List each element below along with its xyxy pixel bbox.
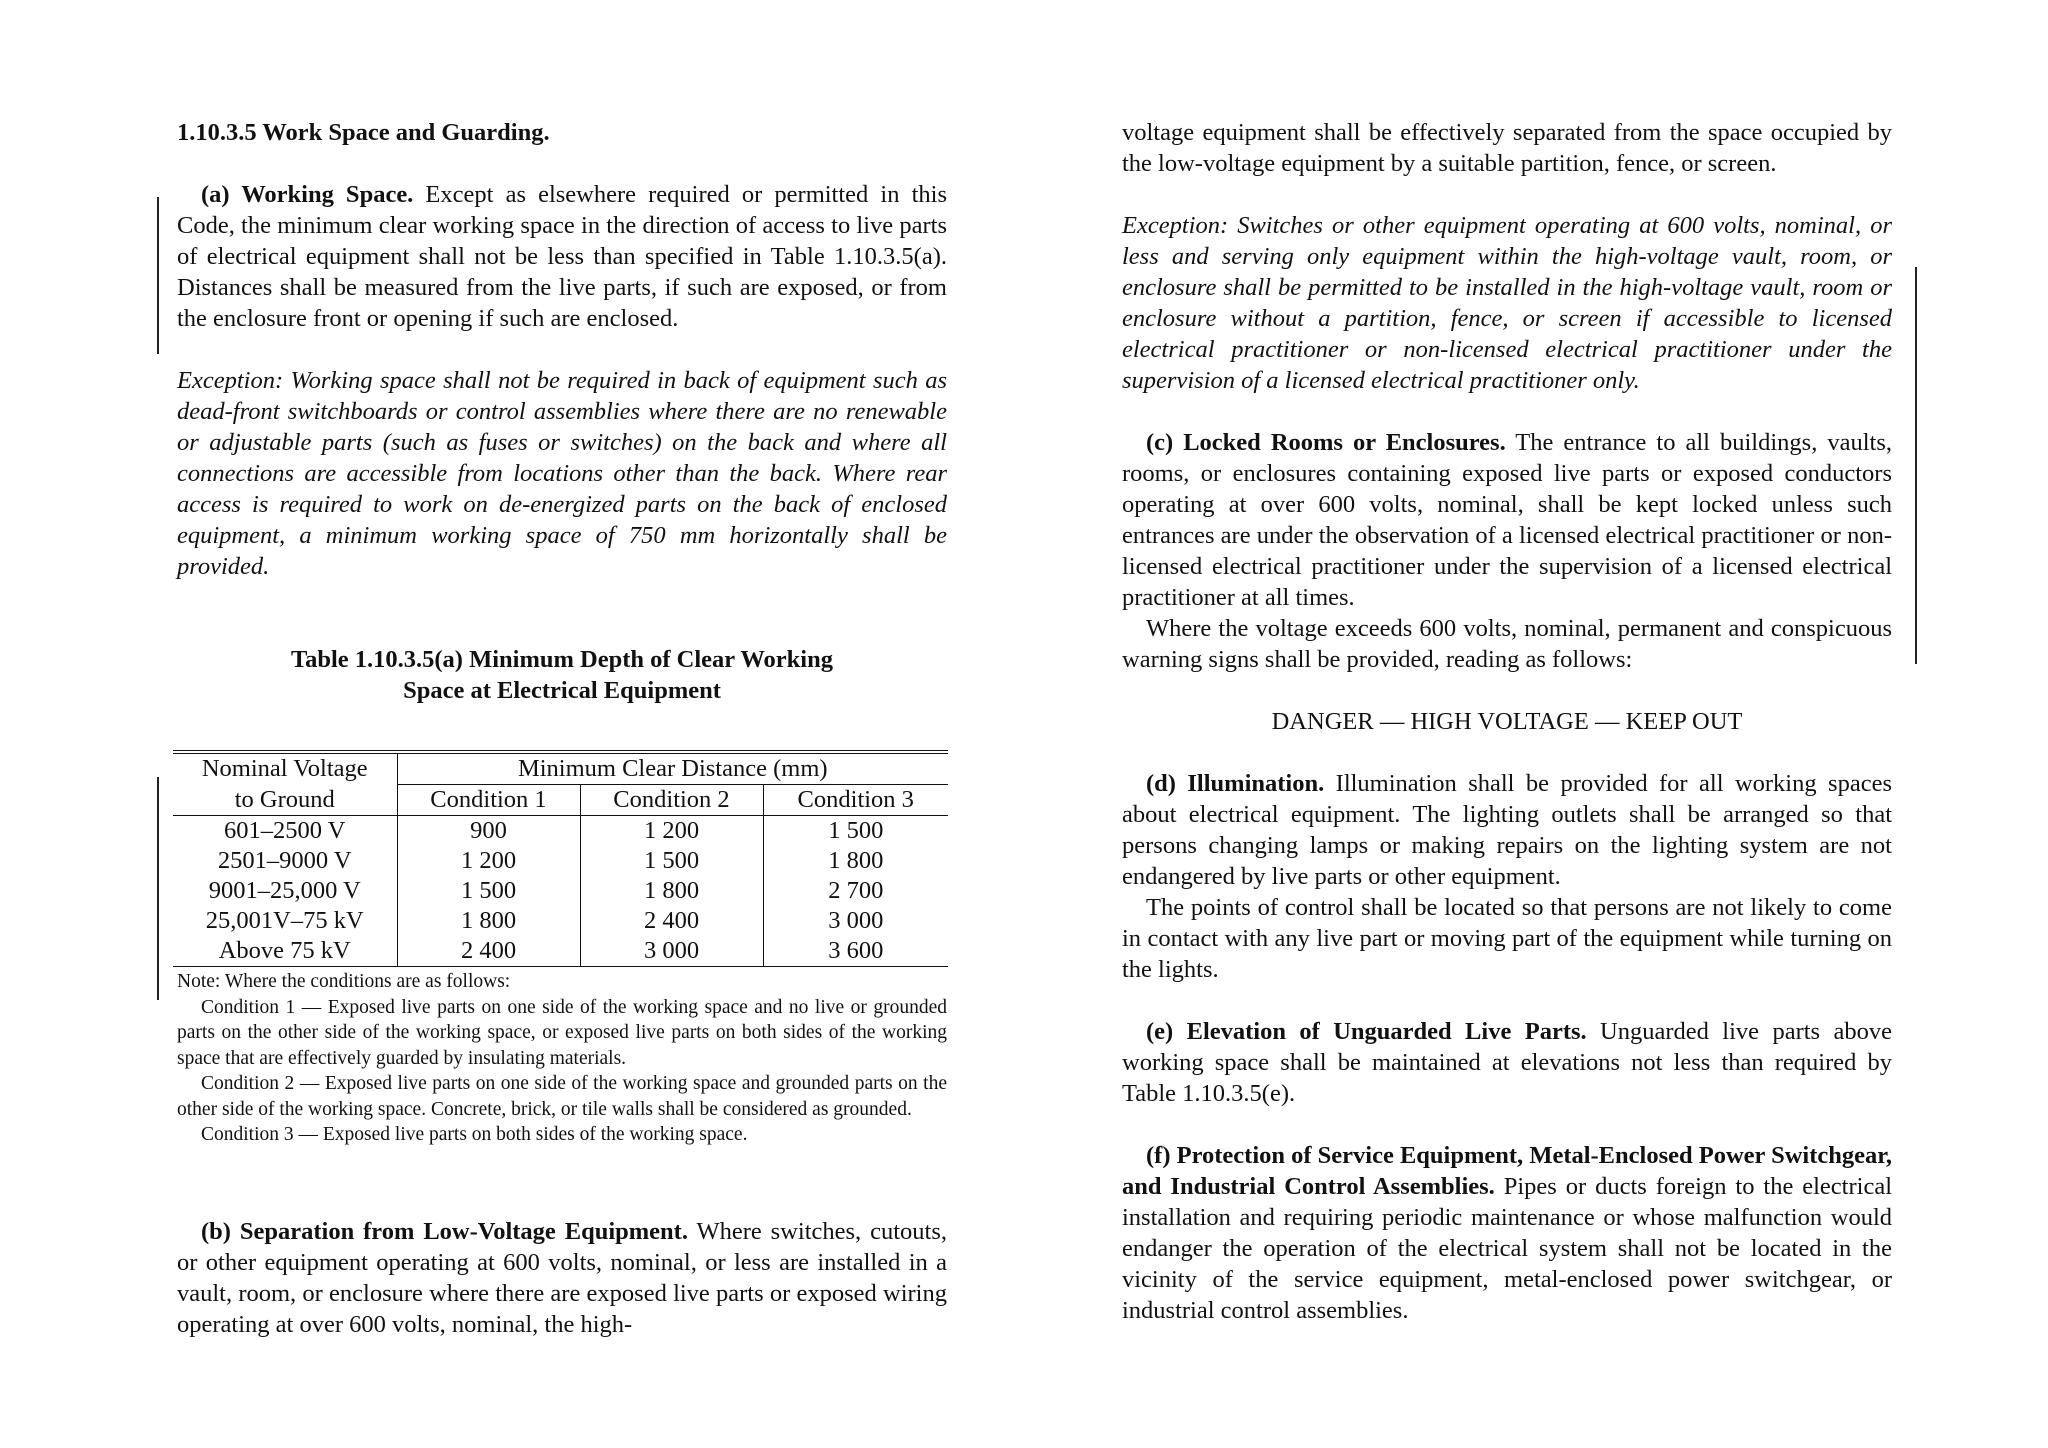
note-condition-2: Condition 2 — Exposed live parts on one side of the working space and grounded parts on the other side of the working space. Concrete, brick, or tile walls shall be considered as grounded. — [177, 1073, 947, 1120]
paragraph-b — [177, 1216, 947, 1340]
exception-a: Exception: Working space shall not be required in back of equipment such as dead-front switchboards or control assemblies where there are no renewable or adjustable parts (such as fuses or switches) on the back and where all connections are accessible from locations other than the back. Where rear access is required to work on de-energized parts on the back of enclosed equipment, a minimum working space of 750 mm horizontally shall be provided. — [177, 367, 947, 580]
paragraph-c-text: The entrance to all buildings, vaults, rooms, or enclosures containing exposed live parts or exposed conductors operating at over 600 volts, nominal, shall be kept locked unless such entrances are under the observation of a licensed electrical practitioner or non-licensed electrical practitioner under the supervision of a licensed electrical practitioner at all times. — [1122, 429, 1892, 611]
table-row — [173, 876, 948, 906]
paragraph-a — [177, 179, 947, 334]
paragraph-b-label: (b) Separation from Low-Voltage Equipment. — [201, 1217, 688, 1245]
table-row — [173, 906, 948, 936]
table-cell: 2 400 — [397, 936, 580, 967]
table-cell: 1 500 — [763, 816, 948, 847]
table-cell: 3 000 — [580, 936, 763, 967]
table-cell: 1 200 — [397, 846, 580, 876]
col-header-condition-2: Condition 2 — [580, 785, 763, 816]
left-column — [177, 117, 947, 1340]
table-cell: 1 800 — [580, 876, 763, 906]
note-condition-3: Condition 3 — Exposed live parts on both sides of the working space. — [201, 1124, 748, 1145]
paragraph-d-2: The points of control shall be located so that persons are not likely to come in contact with any live part or moving part of the equipment while turning on the lights. — [1122, 894, 1892, 983]
section-heading: 1.10.3.5 Work Space and Guarding. — [177, 119, 550, 146]
revision-bar-left-table — [157, 777, 159, 1000]
table-title-line-1: Table 1.10.3.5(a) Minimum Depth of Clear Working — [291, 646, 833, 673]
col-header-voltage-2: to Ground — [173, 785, 397, 816]
paragraph-e — [1122, 1016, 1892, 1109]
table-cell: 2501–9000 V — [217, 847, 352, 874]
table-cell: 1 800 — [397, 906, 580, 936]
warning-sign-text: DANGER — HIGH VOLTAGE — KEEP OUT — [1271, 708, 1743, 735]
paragraph-d-label: (d) Illumination. — [1146, 770, 1325, 797]
revision-bar-left-top — [157, 197, 159, 354]
table-cell: 1 800 — [763, 846, 948, 876]
table-note — [177, 969, 947, 1148]
table-cell: 1 500 — [580, 846, 763, 876]
paragraph-f-text: Pipes or ducts foreign to the electrical installation and requiring periodic maintenance or whose malfunction would endanger the operation of the electrical system shall not be located in the vicinity of the service equipment, metal-enclosed power switchgear, or industrial control assemblies. — [1122, 1173, 1892, 1324]
col-header-voltage: Nominal Voltage — [201, 755, 368, 783]
note-intro: Note: Where the conditions are as follows: — [177, 971, 511, 992]
table-cell: 9001–25,000 V — [208, 877, 361, 904]
paragraph-a-text: Except as elsewhere required or permitted in this Code, the minimum clear working space in the direction of access to live parts of electrical equipment shall not be less than specified in Table 1.10.3.5(a). Distances shall be measured from the live parts, if such are exposed, or from the enclosure front or opening if such are enclosed. — [177, 181, 947, 332]
paragraph-d-text: Illumination shall be provided for all working spaces about electrical equipment. The lighting outlets shall be arranged so that persons changing lamps or making repairs on the lighting system are not endangered by live parts or other equipment. — [1122, 770, 1892, 890]
paragraph-c — [1122, 427, 1892, 613]
note-condition-1: Condition 1 — Exposed live parts on one side of the working space and no live or grounded parts on the other side of the working space, or exposed live parts on both sides of the working space that are effectively guarded by insulating materials. — [177, 996, 947, 1069]
paragraph-c-2: Where the voltage exceeds 600 volts, nominal, permanent and conspicuous warning signs shall be provided, reading as follows: — [1122, 615, 1892, 673]
paragraph-e-label: (e) Elevation of Unguarded Live Parts. — [1146, 1018, 1587, 1045]
paragraph-b-text: Where switches, cutouts, or other equipment operating at 600 volts, nominal, or less are installed in a vault, room, or enclosure where there are exposed live parts or exposed wiring operating at over 600 volts, nominal, the high- — [177, 1217, 947, 1338]
paragraph-b-continued: voltage equipment shall be effectively separated from the space occupied by the low-voltage equipment by a suitable partition, fence, or screen. — [1122, 119, 1892, 177]
table-cell: 1 500 — [397, 876, 580, 906]
table-cell: Above 75 kV — [173, 936, 397, 967]
paragraph-f — [1122, 1140, 1892, 1326]
col-header-condition-3: Condition 3 — [763, 785, 948, 816]
paragraph-f-label: (f) Protection of Service Equipment, Metal-Enclosed Power Switchgear, and Industrial Control Assemblies. — [1122, 1142, 1892, 1200]
table-cell: 3 000 — [763, 906, 948, 936]
table-cell: 2 700 — [763, 876, 948, 906]
table-row — [173, 816, 948, 847]
table-cell: 25,001V–75 kV — [205, 907, 364, 934]
table-row — [173, 846, 948, 876]
table-title-line-2: Space at Electrical Equipment — [403, 677, 721, 704]
table-cell: 601–2500 V — [224, 817, 346, 844]
paragraph-d — [1122, 768, 1892, 892]
paragraph-a-label: (a) Working Space. — [201, 181, 414, 208]
table-cell: 900 — [397, 816, 580, 847]
col-header-condition-1: Condition 1 — [397, 785, 580, 816]
exception-b: Exception: Switches or other equipment operating at 600 volts, nominal, or less and serving only equipment within the high-voltage vault, room, or enclosure shall be permitted to be installed in the high-voltage vault, room or enclosure without a partition, fence, or screen if accessible to licensed electrical practitioner or non-licensed electrical practitioner under the supervision of a licensed electrical practitioner only. — [1122, 212, 1892, 394]
table-cell: 3 600 — [763, 936, 948, 967]
clear-distance-table — [173, 750, 948, 967]
table-row — [173, 936, 948, 967]
col-header-group: Minimum Clear Distance (mm) — [397, 752, 948, 785]
revision-bar-right — [1915, 267, 1917, 664]
paragraph-e-text: Unguarded live parts above working space shall be maintained at elevations not less than required by Table 1.10.3.5(e). — [1122, 1018, 1892, 1107]
table-cell: 1 200 — [580, 816, 763, 847]
right-column — [1122, 117, 1892, 1326]
table-cell: 2 400 — [580, 906, 763, 936]
paragraph-c-label: (c) Locked Rooms or Enclosures. — [1146, 429, 1506, 456]
